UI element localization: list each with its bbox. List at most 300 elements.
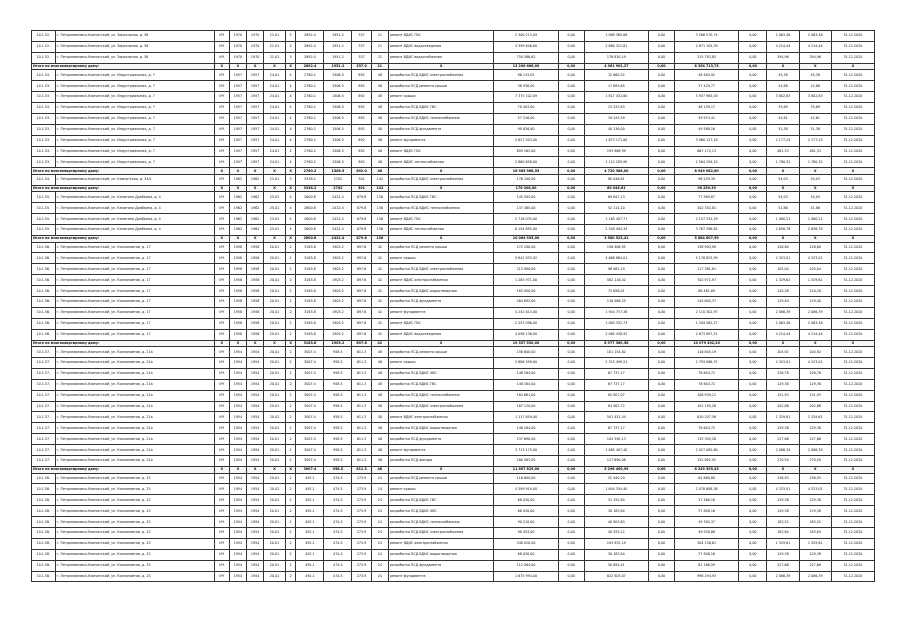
table-row xyxy=(32,296,875,307)
table-cell: 0,00 xyxy=(649,31,675,42)
table-cell: ИЧ xyxy=(214,192,229,203)
table-cell: 10.1.53. xyxy=(32,113,56,124)
table-cell: 4 323,01 xyxy=(767,253,799,264)
table-cell: 37 468,16 xyxy=(674,495,739,506)
table-cell: 10.1.57. xyxy=(32,434,56,445)
table-cell: 0,00 xyxy=(558,41,584,52)
table-cell: 0,00 xyxy=(739,560,767,571)
table-cell: 78 644,72 xyxy=(674,423,739,434)
table-cell: 2 xyxy=(285,445,296,456)
table-cell: 2892.4 xyxy=(296,52,324,63)
table-cell: X xyxy=(214,235,229,242)
table-cell: 204,92 xyxy=(767,347,799,358)
table-cell: 0,00 xyxy=(649,41,675,52)
table-cell: 39 974,41 xyxy=(674,113,739,124)
table-cell: 10.1.55. xyxy=(32,203,56,214)
table-cell: ИЧ xyxy=(214,146,229,157)
table-cell: X xyxy=(767,466,799,473)
table-cell: 2702 xyxy=(324,174,352,185)
table-cell: 31.12.2020 xyxy=(831,102,874,113)
table-cell: разработка ПСД ремонта крыши xyxy=(388,347,493,358)
table-cell: 2422.4 xyxy=(324,225,352,236)
table-cell: 42 xyxy=(371,253,388,264)
table-cell: г. Петропавловск-Камчатский, ул. Космонавтов, д. 25 xyxy=(55,538,214,549)
table-row xyxy=(32,484,875,495)
table-cell: 0,00 xyxy=(649,456,675,467)
table-cell: 0,00 xyxy=(739,102,767,113)
table-cell: 474.5 xyxy=(324,527,352,538)
table-cell: 879.8 xyxy=(352,214,371,225)
table-cell: 10 064 935,00 xyxy=(494,235,559,242)
table-cell: 10.1.58. xyxy=(32,560,56,571)
table-cell: разработка ПСД ремонта крыши xyxy=(388,81,493,92)
table-row xyxy=(32,242,875,253)
table-cell: 20.01 xyxy=(264,368,286,379)
table-cell: 10.1.57. xyxy=(32,347,56,358)
table-row xyxy=(32,253,875,264)
table-cell: 183,84 xyxy=(767,527,799,538)
table-cell: 213 900,00 xyxy=(494,264,559,275)
table-row xyxy=(32,538,875,549)
table-cell: 48 xyxy=(371,168,388,175)
table-cell: 1506.5 xyxy=(324,146,352,157)
table-cell: 12 660,32 xyxy=(584,70,649,81)
table-cell: ИЧ xyxy=(214,368,229,379)
table-cell: 142 xyxy=(371,185,388,192)
table-cell: 0,00 xyxy=(558,275,584,286)
table-cell: 148 164,00 xyxy=(494,368,559,379)
table-cell: 1 329,61 xyxy=(767,538,799,549)
table-cell: 394,96 xyxy=(767,52,799,63)
table-cell: 892 xyxy=(352,113,371,124)
table-cell: 1958 xyxy=(247,253,264,264)
table-cell: 1962 xyxy=(229,192,246,203)
table-cell: 243 932,19 xyxy=(584,538,649,549)
table-cell: 273.9 xyxy=(352,517,371,528)
table-cell: 897.6 xyxy=(352,296,371,307)
table-cell: 958.5 xyxy=(324,379,352,390)
table-cell: 163 950,00 xyxy=(494,286,559,297)
table-cell: г. Петропавловск-Камчатский, ул. Космонавтов, д. 17 xyxy=(55,296,214,307)
table-cell: 31.12.2020 xyxy=(831,473,874,484)
table-cell: 4 323,01 xyxy=(799,358,831,369)
table-cell: ремонт крыши xyxy=(388,92,493,103)
table-cell: 4 xyxy=(285,70,296,81)
table-cell: 2892.4 xyxy=(296,31,324,42)
table-cell: 67 737,17 xyxy=(584,423,649,434)
table-cell: 1506.5 xyxy=(324,102,352,113)
table-cell: г. Петропавловск-Камчатский, ул. Капитана Драбкина, д. 4 xyxy=(55,192,214,203)
table-cell: 1954 xyxy=(229,379,246,390)
table-cell: 24 xyxy=(371,506,388,517)
table-cell: 1958 xyxy=(229,286,246,297)
table-cell: ИЧ xyxy=(214,52,229,63)
table-cell: разработка ПСД ВДИС теплоснабжения xyxy=(388,113,493,124)
table-cell: 1970 xyxy=(229,31,246,42)
table-cell: 610 207,56 xyxy=(674,412,739,423)
table-cell: 1954 xyxy=(229,423,246,434)
table-row xyxy=(32,214,875,225)
table-cell: 4 xyxy=(285,124,296,135)
table-cell: ИЧ xyxy=(214,347,229,358)
table-cell: 10.1.52. xyxy=(32,52,56,63)
table-cell: 156 408,95 xyxy=(584,242,649,253)
table-cell: 1957 xyxy=(229,157,246,168)
table-cell: 337 xyxy=(352,31,371,42)
table-cell: 10.1.56. xyxy=(32,318,56,329)
table-cell: 2 086,39 xyxy=(799,307,831,318)
table-cell: 0,00 xyxy=(739,296,767,307)
table-cell: 2422.4 xyxy=(324,235,352,242)
table-cell: 474.5 xyxy=(324,484,352,495)
table-cell: г. Петропавловск-Камчатский, ул. Космонавтов, д. 25 xyxy=(55,549,214,560)
table-cell: Итого по многоквартирному дому: xyxy=(32,235,215,242)
table-cell: 2 xyxy=(285,495,296,506)
table-cell: 1958 xyxy=(229,253,246,264)
table-cell: 20.01 xyxy=(264,571,286,582)
table-cell: 42 xyxy=(371,329,388,340)
table-cell: 1958 xyxy=(229,296,246,307)
table-cell: 4 961 902,27 xyxy=(584,63,649,70)
table-cell: 1 069 365,86 xyxy=(584,31,649,42)
table-cell: 998 294,93 xyxy=(674,571,739,582)
table-cell: 48 159,17 xyxy=(674,102,739,113)
table-cell: 2 086,39 xyxy=(799,445,831,456)
table-cell: 0,00 xyxy=(739,495,767,506)
table-cell: 0,00 xyxy=(739,52,767,63)
table-cell: 1954 xyxy=(229,517,246,528)
table-cell: 1958 xyxy=(247,242,264,253)
table-cell: 0,00 xyxy=(739,538,767,549)
table-cell: 1958 xyxy=(247,329,264,340)
table-cell: 879.8 xyxy=(352,225,371,236)
table-cell: 4 214,44 xyxy=(799,329,831,340)
table-cell: ИЧ xyxy=(214,318,229,329)
table-cell: 3007.4 xyxy=(296,466,324,473)
table-cell: 273.9 xyxy=(352,473,371,484)
table-cell: ИЧ xyxy=(214,571,229,582)
table-cell: 0,00 xyxy=(558,81,584,92)
table-cell: 112 064,00 xyxy=(494,560,559,571)
table-cell: 5 686 399,00 xyxy=(494,358,559,369)
table-cell: 2422.4 xyxy=(324,192,352,203)
table-cell: 10.1.55. xyxy=(32,225,56,236)
table-cell: 42 xyxy=(371,264,388,275)
table-cell: 611.3 xyxy=(352,434,371,445)
table-cell: X xyxy=(214,63,229,70)
table-cell: 0,00 xyxy=(739,423,767,434)
table-cell: 31.12.2020 xyxy=(831,549,874,560)
table-cell: 51,38 xyxy=(799,124,831,135)
table-cell: 10.1.55. xyxy=(32,214,56,225)
table-cell: 272 200,00 xyxy=(494,242,559,253)
table-row xyxy=(32,434,875,445)
table-cell: 48 xyxy=(371,146,388,157)
table-cell: 31.12.2020 xyxy=(831,560,874,571)
table-cell: 1903.2 xyxy=(324,329,352,340)
table-cell: ИЧ xyxy=(214,495,229,506)
table-cell: 24 xyxy=(371,473,388,484)
table-cell: 1954 xyxy=(247,506,264,517)
table-cell: 67 737,17 xyxy=(584,368,649,379)
table-cell: 31.12.2020 xyxy=(831,390,874,401)
table-cell: 0,00 xyxy=(739,203,767,214)
table-cell: 0,00 xyxy=(649,347,675,358)
table-cell: X xyxy=(831,185,874,192)
table-cell: 3163.8 xyxy=(296,275,324,286)
table-cell: 0,00 xyxy=(649,192,675,203)
table-cell: 1954 xyxy=(247,423,264,434)
table-cell: 270,50 xyxy=(767,456,799,467)
table-cell: 2 860 690,00 xyxy=(494,157,559,168)
table-cell: ремонт фундамента xyxy=(388,571,493,582)
table-cell: г. Петропавловск-Камчатский, ул. Индустриальная, д. 7 xyxy=(55,70,214,81)
table-cell: 492.1 xyxy=(296,484,324,495)
table-cell: 1 060,21 xyxy=(799,214,831,225)
table-row xyxy=(32,307,875,318)
table-cell: 3007.4 xyxy=(296,412,324,423)
table-cell: 0,00 xyxy=(649,63,675,70)
table-cell: 0,00 xyxy=(649,401,675,412)
table-cell: 2 xyxy=(285,347,296,358)
table-cell: 2 xyxy=(285,423,296,434)
table-cell: 10.1.52. xyxy=(32,31,56,42)
table-cell: 20.01 xyxy=(264,286,286,297)
table-cell: 337 xyxy=(352,52,371,63)
table-cell: 176 100,00 xyxy=(494,174,559,185)
table-cell: 1 112 205,90 xyxy=(584,157,649,168)
table-cell: 0,00 xyxy=(649,135,675,146)
table-cell: 0,00 xyxy=(558,253,584,264)
table-cell: 176 830,19 xyxy=(584,52,649,63)
table-cell: 96 133,05 xyxy=(494,70,559,81)
table-cell: 1506.5 xyxy=(324,113,352,124)
table-cell: 31.12.2020 xyxy=(831,286,874,297)
table-cell: 611.3 xyxy=(352,423,371,434)
table-cell: 892 xyxy=(352,70,371,81)
table-cell: 204,92 xyxy=(799,347,831,358)
table-cell: X xyxy=(388,235,493,242)
table-cell: 48 xyxy=(371,368,388,379)
table-cell: 0,00 xyxy=(739,390,767,401)
table-cell: 0,00 xyxy=(558,192,584,203)
table-cell: 897.6 xyxy=(352,253,371,264)
table-row xyxy=(32,102,875,113)
table-cell: 3007.4 xyxy=(296,379,324,390)
table-cell: 1954 xyxy=(247,456,264,467)
table-cell: 5 xyxy=(285,31,296,42)
table-cell: 0,00 xyxy=(649,434,675,445)
table-cell: 31.12.2020 xyxy=(831,296,874,307)
table-cell: 304 136,61 xyxy=(674,538,739,549)
table-cell: г. Петропавловск-Камчатский, ул. Капитана Драбкина, д. 4 xyxy=(55,225,214,236)
table-cell: 176 306,00 xyxy=(494,185,559,192)
table-cell: 54,03 xyxy=(767,192,799,203)
table-cell: 611.3 xyxy=(352,347,371,358)
table-cell: 0,00 xyxy=(649,307,675,318)
table-cell: ИЧ xyxy=(214,412,229,423)
table-cell: 474.5 xyxy=(324,506,352,517)
table-cell: 183,52 xyxy=(799,517,831,528)
table-cell: 136 xyxy=(371,203,388,214)
table-cell: 127 690,08 xyxy=(584,456,649,467)
table-cell: 183,52 xyxy=(767,517,799,528)
table-cell: ИЧ xyxy=(214,390,229,401)
table-cell: 3163.8 xyxy=(296,318,324,329)
table-cell: 24.01 xyxy=(264,102,286,113)
table-cell: 892 xyxy=(352,157,371,168)
table-cell: 1962 xyxy=(247,192,264,203)
table-cell: ИЧ xyxy=(214,445,229,456)
table-cell: 1506.5 xyxy=(324,124,352,135)
table-cell: 0,00 xyxy=(649,146,675,157)
table-cell: 10.1.57. xyxy=(32,368,56,379)
table-cell: 96 259,39 xyxy=(674,185,739,192)
table-cell: 3338.2 xyxy=(296,174,324,185)
table-cell: 0,00 xyxy=(649,185,675,192)
table-cell: X xyxy=(799,466,831,473)
table-cell: 1962 xyxy=(247,225,264,236)
table-cell: 0,00 xyxy=(558,307,584,318)
table-cell: 4 xyxy=(285,146,296,157)
table-cell: 611.3 xyxy=(352,390,371,401)
table-cell: 1954 xyxy=(229,473,246,484)
table-cell: 1954 xyxy=(229,347,246,358)
table-cell: 4 xyxy=(285,192,296,203)
table-cell: 20.01 xyxy=(264,445,286,456)
table-cell: 145 505,00 xyxy=(494,192,559,203)
table-cell: 136 xyxy=(371,192,388,203)
table-cell: 21 xyxy=(371,52,388,63)
table-cell: 1954 xyxy=(247,412,264,423)
table-cell: X xyxy=(799,235,831,242)
table-cell: 2 xyxy=(285,484,296,495)
table-cell: г. Петропавловск-Камчатский, ул. Космонавтов, д. 17 xyxy=(55,307,214,318)
table-cell: 2 xyxy=(285,329,296,340)
table-cell: Итого по многоквартирному дому: xyxy=(32,466,215,473)
table-cell: 10.1.58. xyxy=(32,538,56,549)
table-cell: 183,84 xyxy=(799,527,831,538)
table-cell: X xyxy=(247,185,264,192)
table-cell: 10.1.55. xyxy=(32,192,56,203)
table-cell: 481,33 xyxy=(799,146,831,157)
table-row xyxy=(32,329,875,340)
capital-repair-table xyxy=(31,30,875,582)
table-cell: 611.3 xyxy=(352,466,371,473)
table-cell: 117 381,81 xyxy=(674,264,739,275)
table-cell: 892 xyxy=(352,81,371,92)
table-cell: 1962 xyxy=(229,203,246,214)
table-cell: 4 323,01 xyxy=(767,358,799,369)
table-cell: 1954 xyxy=(247,368,264,379)
table-cell: 1957 xyxy=(247,70,264,81)
table-cell: 0,00 xyxy=(558,347,584,358)
table-cell: 1957 xyxy=(229,113,246,124)
table-cell: X xyxy=(285,340,296,347)
table-cell: 51,86 xyxy=(767,203,799,214)
table-cell: г. Петропавловск-Камчатский, ул. Космонавтов, д. 21а xyxy=(55,401,214,412)
table-cell: 90 826,00 xyxy=(494,124,559,135)
table-cell: 48 484,92 xyxy=(674,70,739,81)
table-cell: 10.1.58. xyxy=(32,473,56,484)
table-cell: 492.1 xyxy=(296,560,324,571)
table-cell: 2 300 213,09 xyxy=(494,31,559,42)
table-cell: 0,00 xyxy=(739,41,767,52)
table-cell: 0,00 xyxy=(739,157,767,168)
table-cell: 129,38 xyxy=(767,423,799,434)
table-cell: 10.1.57. xyxy=(32,358,56,369)
table-cell: 273.9 xyxy=(352,538,371,549)
table-cell: 0,00 xyxy=(739,264,767,275)
table-cell: 118 086,25 xyxy=(584,296,649,307)
table-cell: 1954 xyxy=(229,560,246,571)
table-cell: 958.5 xyxy=(324,445,352,456)
table-cell: 0,00 xyxy=(739,286,767,297)
table-cell: 507 451,44 xyxy=(584,412,649,423)
table-cell: X xyxy=(285,235,296,242)
table-cell: 48 xyxy=(371,423,388,434)
table-cell: 3007.4 xyxy=(296,434,324,445)
table-row xyxy=(32,81,875,92)
table-cell: 10.1.52. xyxy=(32,41,56,52)
table-cell: 31.12.2020 xyxy=(831,495,874,506)
table-cell: 31.12.2020 xyxy=(831,135,874,146)
table-cell: г. Петропавловск-Камчатский, ул. Космонавтов, д. 21а xyxy=(55,379,214,390)
table-cell: 2 658,78 xyxy=(799,225,831,236)
table-cell: 3 580 523,41 xyxy=(584,235,649,242)
table-cell: 1957 xyxy=(247,92,264,103)
table-cell: 2760.2 xyxy=(296,81,324,92)
table-cell: 0,00 xyxy=(649,113,675,124)
table-cell: 20.01 xyxy=(264,484,286,495)
table-cell: 0,00 xyxy=(739,225,767,236)
table-cell: 144 605,37 xyxy=(674,296,739,307)
table-cell: разработка ПСД ВДИС теплоснабжения xyxy=(388,203,493,214)
table-cell: ИЧ xyxy=(214,538,229,549)
table-cell: 226,78 xyxy=(767,368,799,379)
table-cell: 0,00 xyxy=(649,560,675,571)
table-cell: 148 164,00 xyxy=(494,379,559,390)
table-cell: 20.01 xyxy=(264,242,286,253)
table-cell: X xyxy=(247,168,264,175)
table-row xyxy=(32,423,875,434)
table-cell: разработка ПСД ВДИС электроснабжения xyxy=(388,174,493,185)
table-cell: 2 086,39 xyxy=(767,445,799,456)
table-cell: 0,00 xyxy=(739,340,767,347)
table-cell: 702 971,97 xyxy=(674,275,739,286)
table-cell: разработка ПСД ВДИС ГВС xyxy=(388,102,493,113)
table-cell: X xyxy=(264,235,286,242)
table-cell: 42,61 xyxy=(767,113,799,124)
table-cell: 273.9 xyxy=(352,571,371,582)
registry-sheet xyxy=(31,30,875,582)
table-cell: 135 305,28 xyxy=(674,434,739,445)
table-cell: г. Петропавловск-Камчатский, ул. Зеркальная, д. 58 xyxy=(55,41,214,52)
table-cell: 49 588,16 xyxy=(674,124,739,135)
table-cell: 0,00 xyxy=(739,549,767,560)
table-cell: разработка ПСД фасада xyxy=(388,456,493,467)
table-cell: 0,00 xyxy=(739,242,767,253)
table-cell: 2892.4 xyxy=(296,63,324,70)
table-cell: 1 329,61 xyxy=(799,275,831,286)
table-cell: X xyxy=(247,235,264,242)
table-cell: 10.1.56. xyxy=(32,264,56,275)
table-cell: 21.01 xyxy=(264,174,286,185)
table-cell: 1 675 994,00 xyxy=(494,571,559,582)
table-cell: 227,66 xyxy=(799,560,831,571)
table-cell: 611.3 xyxy=(352,445,371,456)
table-cell: 0,00 xyxy=(558,445,584,456)
